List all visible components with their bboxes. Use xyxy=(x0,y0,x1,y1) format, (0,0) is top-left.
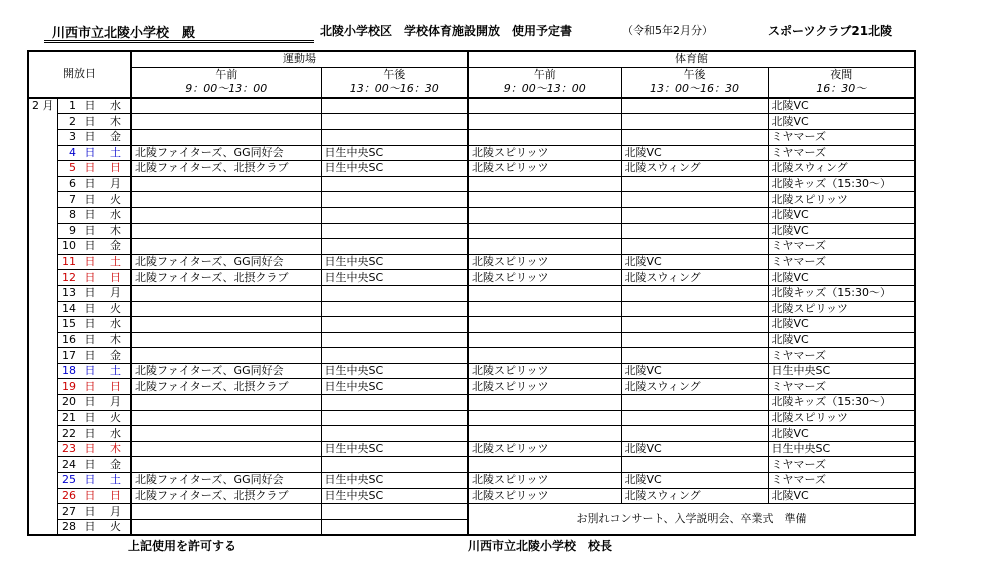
table-row xyxy=(28,317,915,333)
day-unit: 日 xyxy=(79,519,101,535)
schedule-cell: 北陵キッズ（15:30～） xyxy=(768,395,915,411)
table-row xyxy=(28,473,915,489)
table-row xyxy=(28,98,915,114)
table-row xyxy=(28,270,915,286)
day-number: 24 xyxy=(57,457,79,473)
period-time: 13：00～16：30 xyxy=(321,82,468,98)
weekday: 木 xyxy=(101,441,131,457)
table-row xyxy=(28,176,915,192)
weekday: 火 xyxy=(101,301,131,317)
schedule-cell: 北陵VC xyxy=(768,207,915,223)
schedule-cell: 北陵VC xyxy=(768,270,915,286)
schedule-cell xyxy=(468,176,621,192)
schedule-cell: 北陵ファイターズ、GG同好会 xyxy=(131,145,321,161)
schedule-cell xyxy=(621,223,768,239)
schedule-cell: 北陵VC xyxy=(621,254,768,270)
schedule-cell: 北陵ファイターズ、GG同好会 xyxy=(131,473,321,489)
schedule-cell: 北陵スピリッツ xyxy=(768,192,915,208)
schedule-cell xyxy=(621,301,768,317)
day-unit: 日 xyxy=(79,348,101,364)
schedule-cell xyxy=(468,114,621,130)
schedule-cell xyxy=(131,410,321,426)
schedule-cell: 北陵スピリッツ xyxy=(468,488,621,504)
day-number: 9 xyxy=(57,223,79,239)
schedule-cell xyxy=(131,207,321,223)
facility-header-ground: 運動場 xyxy=(131,51,468,67)
schedule-cell xyxy=(321,129,468,145)
schedule-cell xyxy=(621,207,768,223)
schedule-cell xyxy=(621,129,768,145)
schedule-cell: 日生中央SC xyxy=(768,441,915,457)
schedule-cell: ミヤマーズ xyxy=(768,129,915,145)
day-unit: 日 xyxy=(79,223,101,239)
schedule-cell: 北陵キッズ（15:30～） xyxy=(768,176,915,192)
day-number: 21 xyxy=(57,410,79,426)
schedule-cell: 日生中央SC xyxy=(321,473,468,489)
schedule-cell: 日生中央SC xyxy=(321,363,468,379)
schedule-cell: 日生中央SC xyxy=(321,161,468,177)
schedule-cell: 北陵ファイターズ、北摂クラブ xyxy=(131,379,321,395)
schedule-cell: 北陵VC xyxy=(621,441,768,457)
addressee-underline xyxy=(44,40,314,43)
schedule-cell xyxy=(321,426,468,442)
schedule-cell: ミヤマーズ xyxy=(768,239,915,255)
schedule-cell: ミヤマーズ xyxy=(768,457,915,473)
day-number: 7 xyxy=(57,192,79,208)
schedule-cell xyxy=(468,207,621,223)
weekday: 月 xyxy=(101,176,131,192)
schedule-cell xyxy=(131,348,321,364)
schedule-cell: 日生中央SC xyxy=(321,379,468,395)
period-time: 9：00～13：00 xyxy=(468,82,621,98)
schedule-cell xyxy=(468,395,621,411)
day-unit: 日 xyxy=(79,176,101,192)
day-unit: 日 xyxy=(79,145,101,161)
table-row xyxy=(28,161,915,177)
schedule-cell xyxy=(468,98,621,114)
day-unit: 日 xyxy=(79,161,101,177)
schedule-table xyxy=(27,50,916,536)
schedule-cell: 日生中央SC xyxy=(768,363,915,379)
day-number: 17 xyxy=(57,348,79,364)
day-number: 26 xyxy=(57,488,79,504)
schedule-cell: 日生中央SC xyxy=(321,145,468,161)
weekday: 木 xyxy=(101,223,131,239)
day-number: 23 xyxy=(57,441,79,457)
day-number: 27 xyxy=(57,504,79,520)
weekday: 月 xyxy=(101,504,131,520)
schedule-cell xyxy=(321,114,468,130)
schedule-cell xyxy=(321,395,468,411)
day-number: 15 xyxy=(57,317,79,333)
schedule-cell xyxy=(621,285,768,301)
day-number: 20 xyxy=(57,395,79,411)
table-row xyxy=(28,192,915,208)
schedule-cell: ミヤマーズ xyxy=(768,348,915,364)
schedule-cell xyxy=(321,207,468,223)
day-number: 1 xyxy=(57,98,79,114)
day-unit: 日 xyxy=(79,504,101,520)
schedule-cell xyxy=(131,395,321,411)
schedule-cell: 北陵VC xyxy=(768,114,915,130)
table-row xyxy=(28,363,915,379)
approval-text: 上記使用を許可する xyxy=(128,539,237,553)
weekday: 水 xyxy=(101,426,131,442)
table-row xyxy=(28,332,915,348)
day-number: 13 xyxy=(57,285,79,301)
schedule-cell: 北陵スウィング xyxy=(621,270,768,286)
schedule-cell: 北陵ファイターズ、GG同好会 xyxy=(131,363,321,379)
open-day-header: 開放日 xyxy=(28,51,131,98)
schedule-cell xyxy=(131,317,321,333)
day-unit: 日 xyxy=(79,207,101,223)
schedule-cell: 北陵ファイターズ、北摂クラブ xyxy=(131,488,321,504)
schedule-cell: 北陵スピリッツ xyxy=(468,473,621,489)
schedule-cell: 北陵スピリッツ xyxy=(468,145,621,161)
day-unit: 日 xyxy=(79,192,101,208)
day-number: 18 xyxy=(57,363,79,379)
schedule-cell: 北陵スピリッツ xyxy=(468,363,621,379)
schedule-cell xyxy=(621,395,768,411)
weekday: 水 xyxy=(101,98,131,114)
schedule-cell xyxy=(468,129,621,145)
day-unit: 日 xyxy=(79,473,101,489)
weekday: 火 xyxy=(101,519,131,535)
day-number: 2 xyxy=(57,114,79,130)
schedule-cell xyxy=(131,332,321,348)
day-number: 28 xyxy=(57,519,79,535)
schedule-cell: 北陵VC xyxy=(768,98,915,114)
schedule-cell: ミヤマーズ xyxy=(768,473,915,489)
day-number: 5 xyxy=(57,161,79,177)
table-row xyxy=(28,301,915,317)
table-row xyxy=(28,254,915,270)
day-unit: 日 xyxy=(79,254,101,270)
schedule-cell: ミヤマーズ xyxy=(768,379,915,395)
day-number: 14 xyxy=(57,301,79,317)
weekday: 日 xyxy=(101,379,131,395)
schedule-cell: 北陵スウィング xyxy=(768,161,915,177)
schedule-cell: 北陵VC xyxy=(768,317,915,333)
schedule-cell: 北陵スウィング xyxy=(621,161,768,177)
day-unit: 日 xyxy=(79,410,101,426)
schedule-cell xyxy=(131,114,321,130)
schedule-cell: 北陵VC xyxy=(768,223,915,239)
schedule-cell: 北陵VC xyxy=(768,426,915,442)
weekday: 金 xyxy=(101,239,131,255)
table-row xyxy=(28,129,915,145)
day-unit: 日 xyxy=(79,332,101,348)
table-row xyxy=(28,488,915,504)
schedule-cell xyxy=(321,504,468,520)
month-unit: 月 xyxy=(42,98,54,112)
schedule-cell xyxy=(321,192,468,208)
schedule-cell xyxy=(321,348,468,364)
schedule-cell xyxy=(621,317,768,333)
schedule-cell xyxy=(321,457,468,473)
weekday: 月 xyxy=(101,285,131,301)
weekday: 土 xyxy=(101,254,131,270)
document-title: 北陵小学校区 学校体育施設開放 使用予定書 xyxy=(320,24,573,38)
schedule-cell xyxy=(468,239,621,255)
schedule-cell: 日生中央SC xyxy=(321,270,468,286)
day-number: 6 xyxy=(57,176,79,192)
table-row xyxy=(28,395,915,411)
schedule-cell xyxy=(131,285,321,301)
table-row xyxy=(28,441,915,457)
schedule-cell xyxy=(468,285,621,301)
schedule-cell xyxy=(621,410,768,426)
schedule-cell: ミヤマーズ xyxy=(768,145,915,161)
schedule-cell: 日生中央SC xyxy=(321,441,468,457)
schedule-cell xyxy=(621,348,768,364)
schedule-cell xyxy=(621,98,768,114)
schedule-cell: 北陵スピリッツ xyxy=(468,161,621,177)
period-header: 午後 xyxy=(321,67,468,82)
table-row xyxy=(28,348,915,364)
schedule-cell: 北陵スピリッツ xyxy=(468,270,621,286)
schedule-cell xyxy=(468,301,621,317)
schedule-cell: 北陵VC xyxy=(621,363,768,379)
schedule-cell: 北陵スウィング xyxy=(621,379,768,395)
schedule-cell xyxy=(131,519,321,535)
organization-name: スポーツクラブ21北陵 xyxy=(768,24,893,38)
table-row xyxy=(28,145,915,161)
schedule-cell xyxy=(468,426,621,442)
gym-event-note: お別れコンサート、入学説明会、卒業式 準備 xyxy=(468,504,915,536)
schedule-cell xyxy=(468,410,621,426)
weekday: 土 xyxy=(101,145,131,161)
day-unit: 日 xyxy=(79,363,101,379)
period-header: 夜間 xyxy=(768,67,915,82)
schedule-cell: 北陵VC xyxy=(621,145,768,161)
weekday: 金 xyxy=(101,129,131,145)
weekday: 木 xyxy=(101,332,131,348)
schedule-cell xyxy=(621,239,768,255)
schedule-cell: 北陵スピリッツ xyxy=(768,410,915,426)
table-row xyxy=(28,426,915,442)
weekday: 木 xyxy=(101,114,131,130)
schedule-cell: 北陵スピリッツ xyxy=(468,379,621,395)
day-unit: 日 xyxy=(79,441,101,457)
table-row xyxy=(28,285,915,301)
schedule-cell: 北陵ファイターズ、北摂クラブ xyxy=(131,270,321,286)
day-unit: 日 xyxy=(79,488,101,504)
day-number: 3 xyxy=(57,129,79,145)
day-number: 19 xyxy=(57,379,79,395)
period-time: 9：00～13：00 xyxy=(131,82,321,98)
schedule-cell xyxy=(131,176,321,192)
day-unit: 日 xyxy=(79,395,101,411)
weekday: 日 xyxy=(101,270,131,286)
schedule-cell xyxy=(131,239,321,255)
schedule-cell xyxy=(621,457,768,473)
schedule-cell: 日生中央SC xyxy=(321,254,468,270)
schedule-cell: 北陵VC xyxy=(768,488,915,504)
weekday: 金 xyxy=(101,457,131,473)
weekday: 日 xyxy=(101,161,131,177)
schedule-cell: 北陵スピリッツ xyxy=(468,254,621,270)
schedule-cell xyxy=(468,348,621,364)
day-unit: 日 xyxy=(79,301,101,317)
table-row xyxy=(28,223,915,239)
schedule-cell xyxy=(131,457,321,473)
day-number: 8 xyxy=(57,207,79,223)
table-row xyxy=(28,410,915,426)
schedule-cell: 北陵キッズ（15:30～） xyxy=(768,285,915,301)
schedule-cell xyxy=(321,239,468,255)
schedule-cell xyxy=(468,457,621,473)
schedule-cell xyxy=(621,332,768,348)
day-unit: 日 xyxy=(79,457,101,473)
day-number: 16 xyxy=(57,332,79,348)
day-number: 11 xyxy=(57,254,79,270)
table-row xyxy=(28,379,915,395)
schedule-body xyxy=(28,98,915,536)
period-header: 午前 xyxy=(131,67,321,82)
day-unit: 日 xyxy=(79,426,101,442)
schedule-cell xyxy=(321,519,468,535)
schedule-cell xyxy=(621,176,768,192)
schedule-cell xyxy=(131,504,321,520)
period-header: 午後 xyxy=(621,67,768,82)
day-unit: 日 xyxy=(79,129,101,145)
weekday: 水 xyxy=(101,207,131,223)
schedule-cell xyxy=(468,332,621,348)
schedule-cell: 北陵VC xyxy=(768,332,915,348)
month-number: 2 xyxy=(32,98,39,112)
period-header: 午前 xyxy=(468,67,621,82)
day-unit: 日 xyxy=(79,379,101,395)
schedule-cell: 北陵ファイターズ、GG同好会 xyxy=(131,254,321,270)
period-time: 16：30～ xyxy=(768,82,915,98)
day-number: 4 xyxy=(57,145,79,161)
schedule-cell xyxy=(468,317,621,333)
day-unit: 日 xyxy=(79,239,101,255)
schedule-cell xyxy=(131,426,321,442)
schedule-cell xyxy=(321,98,468,114)
schedule-cell xyxy=(131,301,321,317)
schedule-cell xyxy=(468,223,621,239)
weekday: 日 xyxy=(101,488,131,504)
schedule-cell xyxy=(468,192,621,208)
day-number: 22 xyxy=(57,426,79,442)
table-row xyxy=(28,239,915,255)
schedule-cell xyxy=(621,426,768,442)
day-unit: 日 xyxy=(79,317,101,333)
schedule-cell xyxy=(131,441,321,457)
schedule-cell: 北陵スウィング xyxy=(621,488,768,504)
schedule-cell: 北陵スピリッツ xyxy=(768,301,915,317)
day-number: 25 xyxy=(57,473,79,489)
table-row xyxy=(28,457,915,473)
schedule-cell xyxy=(131,223,321,239)
day-unit: 日 xyxy=(79,114,101,130)
period-time: 13：00～16：30 xyxy=(621,82,768,98)
day-unit: 日 xyxy=(79,98,101,114)
schedule-cell: 北陵スピリッツ xyxy=(468,441,621,457)
weekday: 火 xyxy=(101,192,131,208)
table-row xyxy=(28,114,915,130)
day-unit: 日 xyxy=(79,285,101,301)
schedule-cell xyxy=(131,192,321,208)
table-row xyxy=(28,504,915,520)
period-label: （令和5年2月分） xyxy=(622,24,713,37)
weekday: 土 xyxy=(101,363,131,379)
addressee: 川西市立北陵小学校 殿 xyxy=(52,26,196,41)
schedule-cell: 日生中央SC xyxy=(321,488,468,504)
weekday: 金 xyxy=(101,348,131,364)
schedule-cell xyxy=(321,332,468,348)
schedule-cell xyxy=(321,223,468,239)
schedule-cell xyxy=(321,317,468,333)
schedule-cell xyxy=(131,98,321,114)
weekday: 水 xyxy=(101,317,131,333)
table-row xyxy=(28,207,915,223)
weekday: 火 xyxy=(101,410,131,426)
day-number: 12 xyxy=(57,270,79,286)
month-cell xyxy=(28,98,57,536)
schedule-cell xyxy=(621,192,768,208)
schedule-cell: 北陵VC xyxy=(621,473,768,489)
principal-signature-line: 川西市立北陵小学校 校長 xyxy=(468,539,613,553)
schedule-cell xyxy=(321,285,468,301)
day-unit: 日 xyxy=(79,270,101,286)
schedule-cell: ミヤマーズ xyxy=(768,254,915,270)
weekday: 土 xyxy=(101,473,131,489)
schedule-cell xyxy=(321,176,468,192)
schedule-cell xyxy=(321,410,468,426)
schedule-cell xyxy=(321,301,468,317)
schedule-cell xyxy=(621,114,768,130)
facility-header-gym: 体育館 xyxy=(468,51,915,67)
weekday: 月 xyxy=(101,395,131,411)
schedule-cell xyxy=(131,129,321,145)
day-number: 10 xyxy=(57,239,79,255)
schedule-cell: 北陵ファイターズ、北摂クラブ xyxy=(131,161,321,177)
